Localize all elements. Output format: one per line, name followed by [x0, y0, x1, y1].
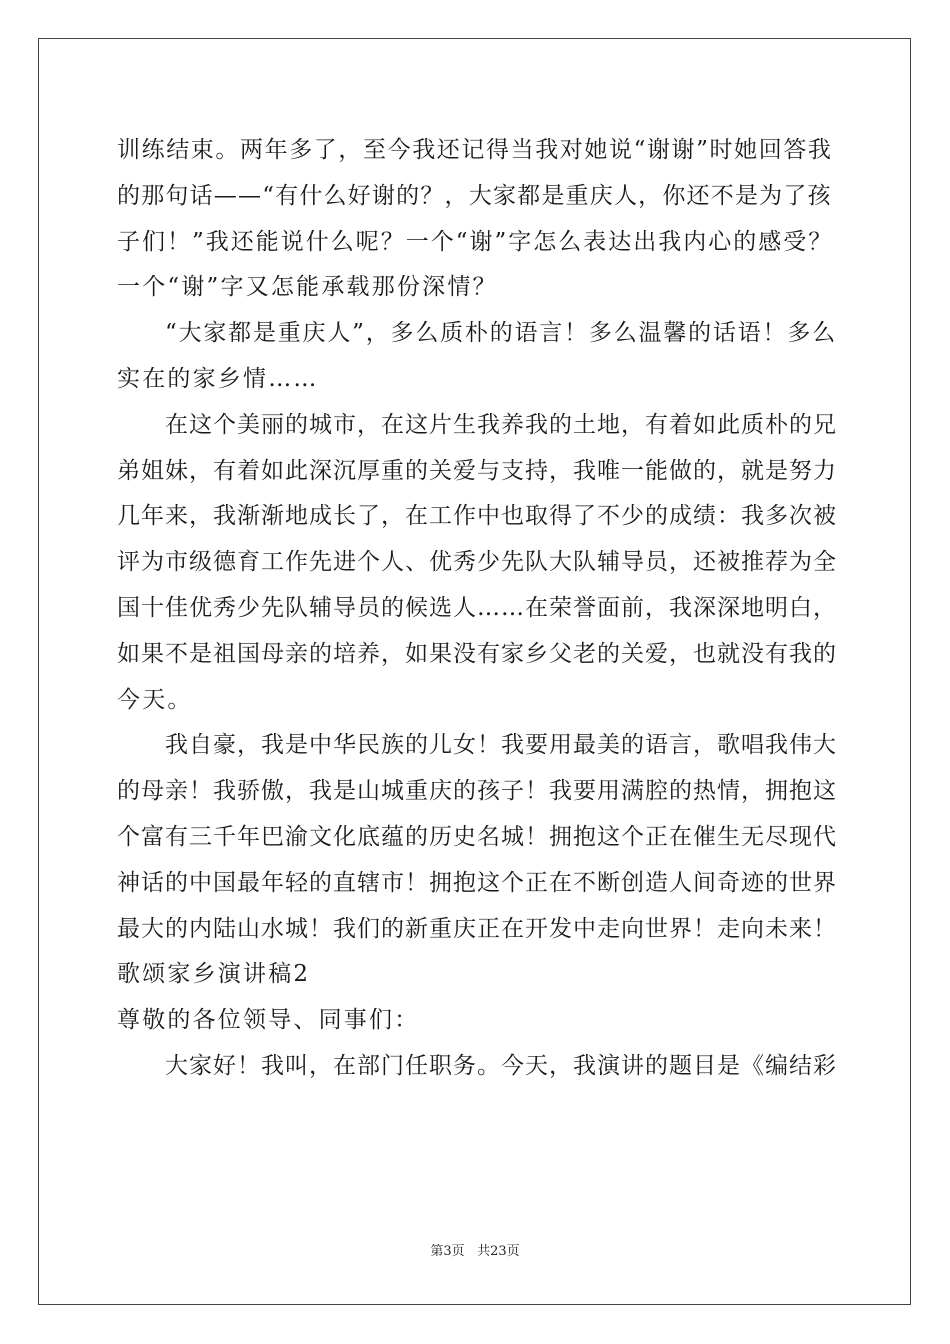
text-line: 训练结束。两年多了，至今我还记得当我对她说“谢谢”时她回答我 — [117, 137, 833, 163]
text-line: 神话的中国最年轻的直辖市！拥抱这个正在不断创造人间奇迹的世界 — [117, 869, 837, 896]
document-body — [117, 128, 837, 1090]
text-line: 实在的家乡情…… — [117, 365, 319, 392]
text-line: 个富有三千年巴渝文化底蕴的历史名城！拥抱这个正在催生无尽现代 — [117, 823, 837, 850]
text-line: 我自豪，我是中华民族的儿女！我要用最美的语言，歌唱我伟大 — [165, 732, 837, 759]
page-total: 共23页 — [477, 1244, 520, 1259]
text-line: 几年来，我渐渐地成长了，在工作中也取得了不少的成绩：我多次被 — [117, 503, 837, 530]
text-line: 的母亲！我骄傲，我是山城重庆的孩子！我要用满腔的热情，拥抱这 — [117, 778, 837, 805]
text-line: 在这个美丽的城市，在这片生我养我的土地，有着如此质朴的兄 — [165, 411, 837, 438]
text-line: 如果不是祖国母亲的培养，如果没有家乡父老的关爱，也就没有我的 — [117, 640, 837, 667]
text-line: 评为市级德育工作先进个人、优秀少先队大队辅导员，还被推荐为全 — [117, 549, 837, 576]
text-line: 今天。 — [117, 686, 193, 713]
page-footer — [0, 1244, 950, 1260]
page-number: 第3页 — [430, 1244, 465, 1259]
text-line: 最大的内陆山水城！我们的新重庆正在开发中走向世界！走向未来！ — [117, 915, 837, 942]
text-line: 歌颂家乡演讲稿2 — [117, 961, 311, 988]
text-line: 的那句话——“有什么好谢的？，大家都是重庆人，你还不是为了孩 — [117, 182, 832, 209]
text-line: 子们！”我还能说什么呢？一个“谢”字怎么表达出我内心的感受？ — [117, 228, 834, 255]
text-line: 一个“谢”字又怎能承载那份深情？ — [117, 274, 498, 301]
text-line: “大家都是重庆人”，多么质朴的语言！多么温馨的话语！多么 — [165, 320, 837, 347]
text-line: 国十佳优秀少先队辅导员的候选人……在荣誉面前，我深深地明白， — [117, 594, 837, 621]
text-line: 大家好！我叫，在部门任职务。今天，我演讲的题目是《编结彩 — [165, 1052, 837, 1079]
text-line: 尊敬的各位领导、同事们： — [117, 1007, 420, 1034]
text-line: 弟姐妹，有着如此深沉厚重的关爱与支持，我唯一能做的，就是努力 — [117, 457, 837, 484]
